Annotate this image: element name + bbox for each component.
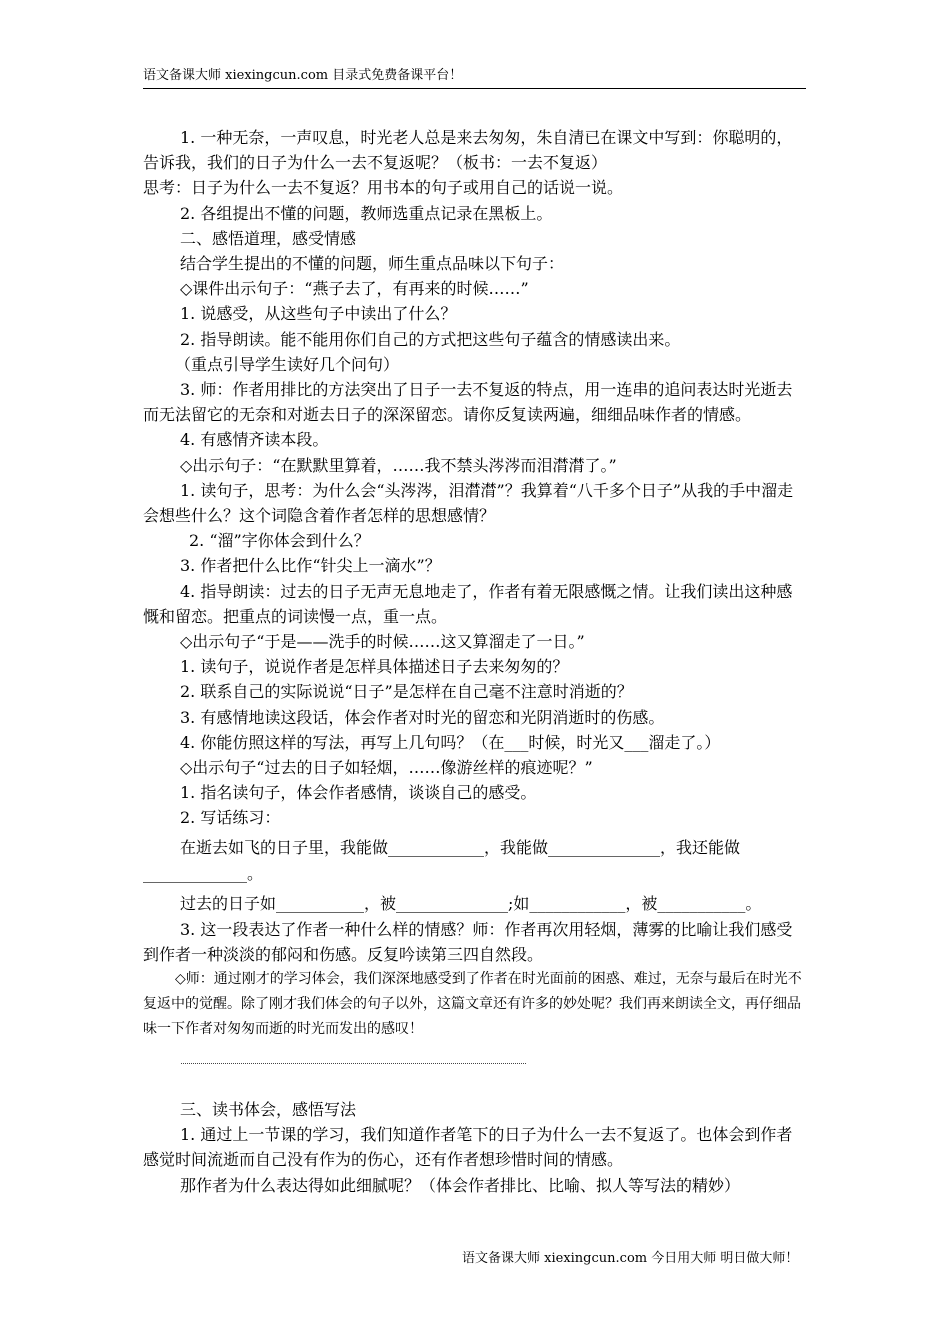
paragraph: 2. 联系自己的实际说说“日子”是怎样在自己毫不注意时消逝的？ xyxy=(180,682,633,702)
paragraph: 1. 读句子，说说作者是怎样具体描述日子去来匆匆的？ xyxy=(180,657,569,677)
paragraph: 3. 作者把什么比作“针尖上一滴水”？ xyxy=(180,556,441,576)
section-perceive xyxy=(143,125,808,831)
paragraph: 4. 你能仿照这样的写法，再写上几句吗？（在___时候，时光又___溜走了。） xyxy=(180,732,721,752)
paragraph: 那作者为什么表达得如此细腻呢？（体会作者排比、比喻、拟人等写法的精妙） xyxy=(180,1175,741,1195)
section-perceive-continued xyxy=(143,917,808,967)
paragraph: ◇出示句子“于是——洗手的时候……这又算溜走了一日。” xyxy=(180,632,585,652)
paragraph: （重点引导学生读好几个问句） xyxy=(175,354,400,374)
paragraph: 结合学生提出的不懂的问题，师生重点品味以下句子： xyxy=(180,254,565,274)
section-reading-experience xyxy=(143,1097,808,1198)
paragraph: ◇出示句子：“在默默里算着，……我不禁头涔涔而泪潸潸了。” xyxy=(180,455,617,475)
paragraph: 三、读书体会，感悟写法 xyxy=(180,1100,357,1119)
paragraph: ◇出示句子“过去的日子如轻烟，……像游丝样的痕迹呢？” xyxy=(180,758,593,778)
page-footer: 语文备课大师 xiexingcun.com 今日用大师 明日做大师！ xyxy=(462,1251,799,1266)
writing-exercise-line-2: 过去的日子如___________，被______________;如____________，被___________。 xyxy=(180,893,762,913)
paragraph: 3. 师：作者用排比的方法突出了日子一去不复返的特点，用一连串的追问表达时光逝去而无法留它的无奈和对逝去日子的深深留恋。请你反复读两遍，细细品味作者的情感。 xyxy=(143,380,793,425)
paragraph: 4. 有感情齐读本段。 xyxy=(180,430,329,450)
paragraph: 2. 各组提出不懂的问题，教师选重点记录在黑板上。 xyxy=(180,203,553,223)
paragraph: 1. 通过上一节课的学习，我们知道作者笔下的日子为什么一去不复返了。也体会到作者感觉时间流逝而自己没有作为的伤心，还有作者想珍惜时间的情感。 xyxy=(143,1125,793,1170)
paragraph: 2. “溜”字你体会到什么？ xyxy=(189,531,370,551)
paragraph: 1. 读句子，思考：为什么会“头涔涔，泪潸潸”？我算着“八千多个日子”从我的手中溜走会想些什么？这个词隐含着作者怎样的思想感情？ xyxy=(143,480,794,526)
section-divider xyxy=(181,1063,526,1064)
lesson-body xyxy=(143,125,808,1042)
paragraph: 1. 说感受，从这些句子中读出了什么？ xyxy=(180,304,457,324)
paragraph: 3. 有感情地读这段话，体会作者对时光的留恋和光阴消逝时的伤感。 xyxy=(180,707,665,727)
paragraph: 2. 指导朗读。能不能用你们自己的方式把这些句子蕴含的情感读出来。 xyxy=(180,329,681,349)
paragraph: 2. 写话练习： xyxy=(180,808,281,828)
paragraph: 3. 这一段表达了作者一种什么样的情感？师：作者再次用轻烟，薄雾的比喻让我们感受到作者一种淡淡的郁闷和伤感。反复吟读第三四自然段。 xyxy=(143,919,793,964)
paragraph: 二、感悟道理，感受情感 xyxy=(180,228,357,248)
paragraph: 思考：日子为什么一去不复返？用书本的句子或用自己的话说一说。 xyxy=(143,178,624,198)
teacher-note: ◇师：通过刚才的学习体会，我们深深地感受到了作者在时光面前的困惑、难过，无奈与最后在时光不复返中的觉醒。除了刚才我们体会的句子以外，这篇文章还有许多的妙处呢？我们再来朗读全文，再仔细品味一下作者对匆匆而逝的时光而发出的感叹！ xyxy=(143,971,802,1038)
paragraph: 4. 指导朗读：过去的日子无声无息地走了，作者有着无限感慨之情。让我们读出这种感慨和留恋。把重点的词读慢一点，重一点。 xyxy=(143,581,793,626)
page-header: 语文备课大师 xiexingcun.com 目录式免费备课平台！ xyxy=(143,68,806,89)
lesson-body-continued xyxy=(143,1097,808,1198)
paragraph: ◇课件出示句子：“燕子去了，有再来的时候……” xyxy=(180,279,529,299)
writing-exercise-line-1: 在逝去如飞的日子里，我能做____________，我能做______________，我还能做_____________。 xyxy=(143,837,741,883)
paragraph: 1. 一种无奈，一声叹息，时光老人总是来去匆匆，朱自清已在课文中写到：你聪明的，告诉我，我们的日子为什么一去不复返呢？（板书：一去不复返） xyxy=(143,128,793,173)
paragraph: 1. 指名读句子，体会作者感情，谈谈自己的感受。 xyxy=(180,783,537,803)
